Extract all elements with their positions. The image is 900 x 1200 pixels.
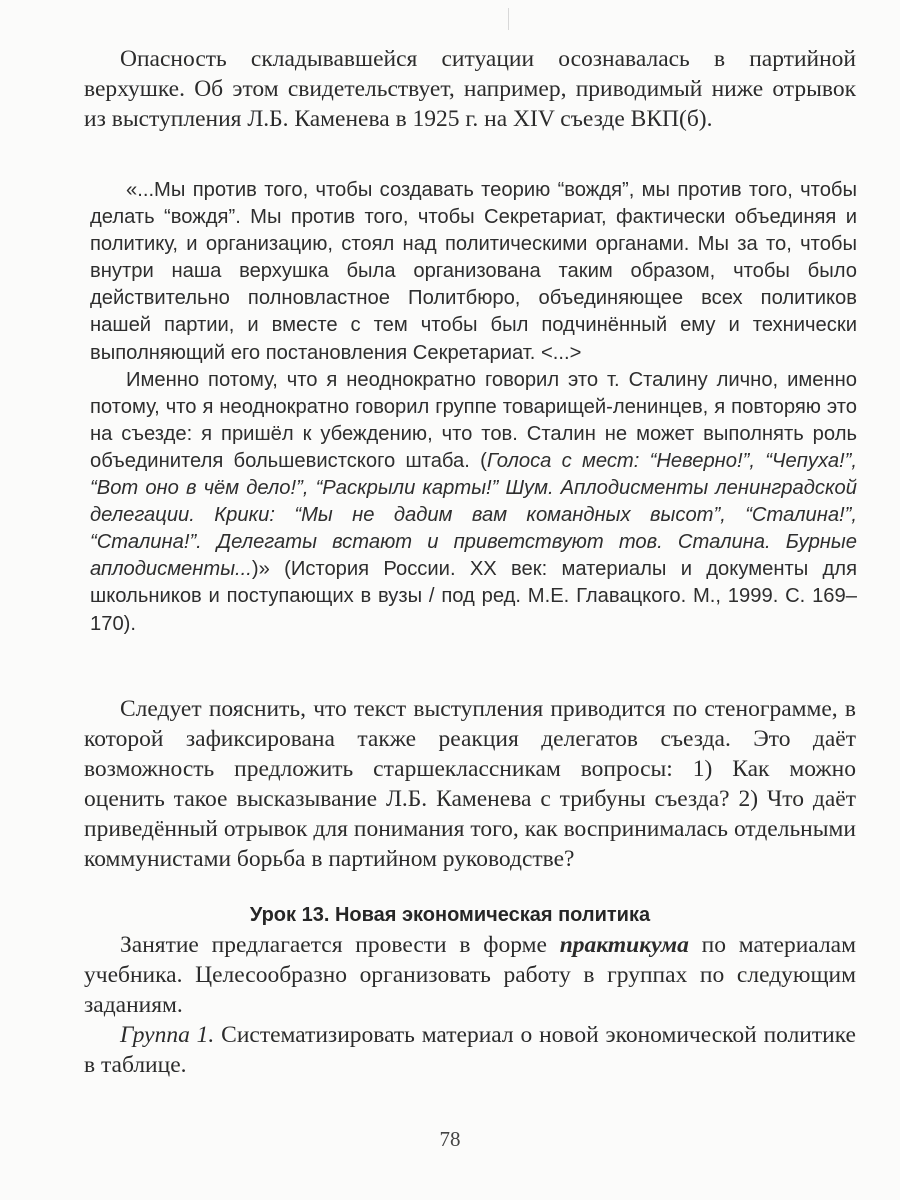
quote-paragraph-1: «...Мы против того, чтобы создавать теорию “вождя”, мы против того, чтобы делать “вождя”. Мы против того, чтобы Секретариат, фактически объединяя и политику, и организацию, стоял над политическими органами. Мы за то, чтобы внутри наша верхушка была организована таким образом, чтобы было действительно полновластное Политбюро, объединяющее всех политиков нашей партии, и вместе с тем чтобы был подчинённый ему и технически выполняющий его постановления Секретариат. <...> [90,179,857,364]
quote-speech: Именно потому, что я неоднократно говорил это т. Сталину лично, именно потому, что я неоднократно говорил группе товарищей-ленинцев, я повторяю это на съезде: я пришёл к убеждению, что тов. Сталин не может выполнять роль объединителя большевистского штаба. ( [90,368,857,472]
quote-citation: )» (История России. XX век: материалы и документы для школьников и поступающих в вузы / под ред. М.Е. Главацкого. М., 1999. С. 169–170). [90,558,857,635]
explanation-text: Следует пояснить, что текст выступления приводится по стенограмме, в которой зафиксирована также реакция делегатов съезда. Это даёт возможность предложить старшеклассникам вопросы: 1) Как можно оценить такое высказывание Л.Б. Каменева с трибуны съезда? 2) Что даёт приведённый отрывок для понимания того, как воспринималась отдельными коммунистами борьба в партийном руководстве? [84,696,856,872]
lesson-body [84,930,856,1080]
quote-stage-remarks: Голоса с мест: “Неверно!”, “Чепуха!”, “Вот оно в чём дело!”, “Раскрыли карты!” Шум. Аплодисменты ленинградской делегации. Крики: “Мы не дадим вам командных высот”, “Сталина!”, “Сталина!”. Делегаты встают и приветствуют тов. Сталина. Бурные аплодисменты... [90,449,857,581]
intro-text: Опасность складывавшейся ситуации осознавалась в партийной верхушке. Об этом свидетельствует, например, приводимый ниже отрывок из выступления Л.Б. Каменева в 1925 г. на XIV съезде ВКП(б). [84,46,856,132]
lesson-emphasis: практикума [559,932,689,958]
group-task: Систематизировать материал о новой экономической политике в таблице. [84,1022,856,1078]
lesson-p1-rest: по материалам учебника. Целесообразно организовать работу в группах по следующим заданиям. [84,932,856,1018]
page-number: 78 [439,1127,461,1151]
group-label: Группа 1. [120,1022,215,1048]
lesson-paragraph-2 [84,1020,856,1080]
lesson-paragraph-1 [84,930,856,1020]
explanation-paragraph [84,694,856,874]
quote-paragraph-2 [90,367,857,638]
lesson-heading: Урок 13. Новая экономическая политика [249,904,651,926]
kamenev-quote [90,177,857,638]
scan-artifact [508,8,509,30]
lesson-p1-text: Занятие предлагается провести в форме [120,932,560,958]
intro-paragraph [84,44,856,134]
